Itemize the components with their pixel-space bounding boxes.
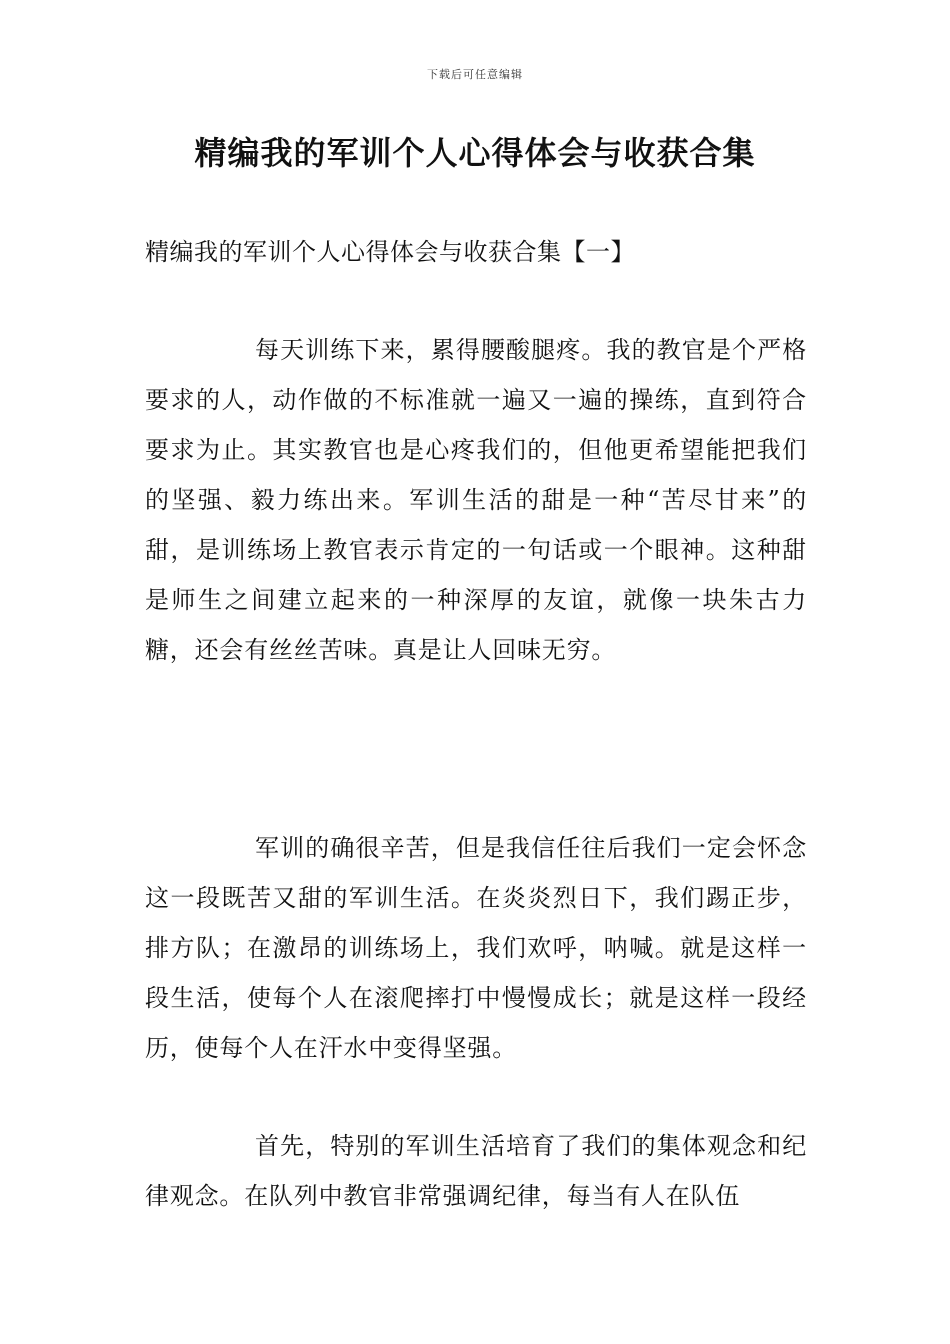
section-heading: 精编我的军训个人心得体会与收获合集【一】	[145, 238, 635, 266]
paragraph-3: 首先，特别的军训生活培育了我们的集体观念和纪律观念。在队列中教官非常强调纪律，每当有人在队伍	[145, 1132, 807, 1210]
document-title: 精编我的军训个人心得体会与收获合集	[194, 134, 756, 172]
header-note: 下载后可任意编辑	[427, 68, 523, 81]
paragraph-1: 每天训练下来，累得腰酸腿疼。我的教官是个严格要求的人，动作做的不标准就一遍又一遍的操练，直到符合要求为止。其实教官也是心疼我们的，但他更希望能把我们的坚强、毅力练出来。军训生活的甜是一种“苦尽甘来”的甜，是训练场上教官表示肯定的一句话或一个眼神。这种甜是师生之间建立起来的一种深厚的友谊，就像一块朱古力糖，还会有丝丝苦味。真是让人回味无穷。	[145, 336, 807, 664]
paragraph-2: 军训的确很辛苦，但是我信任往后我们一定会怀念这一段既苦又甜的军训生活。在炎炎烈日下，我们踢正步，排方队；在激昂的训练场上，我们欢呼，呐喊。就是这样一段生活，使每个人在滚爬摔打中慢慢成长；就是这样一段经历，使每个人在汗水中变得坚强。	[145, 834, 807, 1062]
